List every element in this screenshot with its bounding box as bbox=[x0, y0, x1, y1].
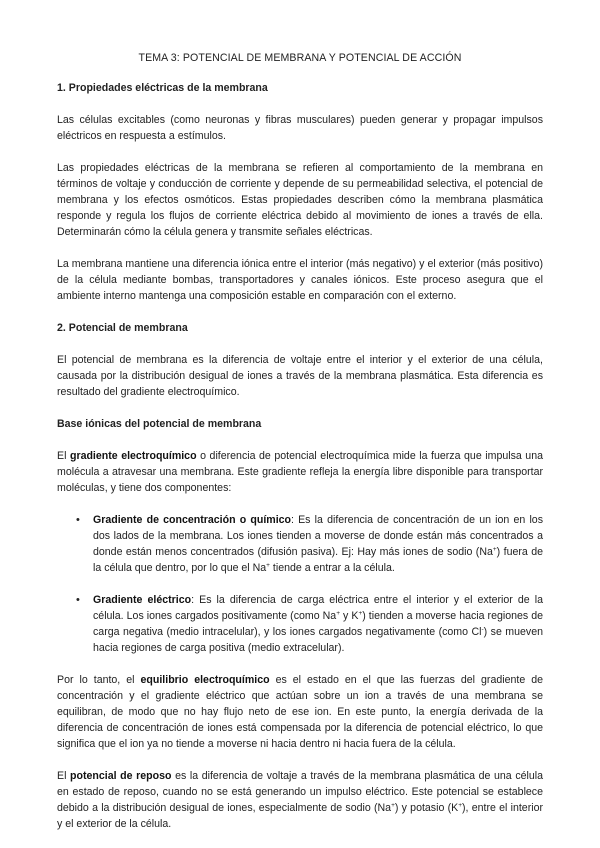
paragraph-ionic-difference: La membrana mantiene una diferencia iónica entre el interior (más negativo) y el exterior (más positivo) de la célula mediante bombas, transportadores y canales iónicos. Este proceso asegura que el ambiente interno mantenga una composición estable en comparación con el externo. bbox=[57, 258, 543, 302]
term-resting-potential: potencial de reposo bbox=[70, 770, 172, 782]
text-fragment: tiende a entrar a la célula. bbox=[269, 562, 395, 574]
list-item-electric-gradient bbox=[57, 592, 543, 656]
text-fragment: es el estado en el que las fuerzas del gradiente de concentración y el gradiente eléctrico que actúan sobre un ion a través de una membrana se equilibran, de modo que no hay flujo neto de ese ion. En este punto, la energía derivada de la diferencia de concentración de iones está compensada por la diferencia de potencial eléctrico, lo que significa que el ion ya no tiende a moverse ni hacia dentro ni hacia fuera de la célula. bbox=[57, 674, 544, 750]
text-fragment: : Es la diferencia de carga eléctrica entre el interior y el exterior de la célula. Los iones cargados positivamente (como Na bbox=[93, 594, 543, 622]
superscript-charge: + bbox=[266, 562, 270, 569]
superscript-charge: + bbox=[458, 802, 462, 809]
term-electric-gradient: Gradiente eléctrico bbox=[93, 594, 192, 606]
term-electrochemical-equilibrium: equilibrio electroquímico bbox=[140, 674, 270, 686]
term-concentration-gradient: Gradiente de concentración o químico bbox=[93, 514, 291, 526]
superscript-charge: + bbox=[336, 610, 340, 617]
section-heading-ionic-bases: Base iónicas del potencial de membrana bbox=[57, 418, 262, 430]
superscript-charge: + bbox=[358, 610, 363, 617]
paragraph-electrochemical-equilibrium bbox=[57, 672, 543, 752]
section-heading-membrane-potential: 2. Potencial de membrana bbox=[57, 322, 188, 334]
text-fragment: ), entre el interior y el exterior de la célula. bbox=[57, 802, 543, 830]
text-fragment: y K bbox=[339, 610, 359, 622]
text-fragment: ) tienden a moverse hacia regiones de carga negativa (medio intracelular), y los iones cargados negativamente (como Cl bbox=[93, 610, 544, 638]
superscript-charge: + bbox=[391, 802, 395, 809]
paragraph-resting-potential bbox=[57, 768, 543, 832]
text-fragment: El bbox=[57, 770, 71, 782]
superscript-charge: - bbox=[481, 626, 484, 633]
paragraph-electrical-properties: Las propiedades eléctricas de la membrana se refieren al comportamiento de la membrana en términos de voltaje y conducción de corriente y depende de su permeabilidad selectiva, el potencial de membrana y los efectos osmóticos. Estas propiedades describen cómo la membrana plasmática responde y regula los flujos de corriente eléctrica debido al movimiento de iones a través de ella. Determinarán cómo la célula genera y transmite señales eléctricas. bbox=[57, 162, 543, 238]
superscript-charge: + bbox=[492, 546, 497, 553]
text-fragment: : Es la diferencia de concentración de un ion en los dos lados de la membrana. Los iones tienden a moverse de donde están más concentrados a donde están menos concentrados (difusión pasiva). Ej: Hay más iones de sodio (Na bbox=[93, 514, 543, 558]
text-fragment: Por lo tanto, el bbox=[57, 674, 141, 686]
document-title: TEMA 3: POTENCIAL DE MEMBRANA Y POTENCIAL DE ACCIÓN bbox=[138, 52, 462, 64]
text-fragment: El bbox=[57, 450, 70, 462]
gradient-components-list bbox=[57, 512, 543, 656]
paragraph-excitable-cells: Las células excitables (como neuronas y fibras musculares) pueden generar y propagar impulsos eléctricos en respuesta a estímulos. bbox=[57, 114, 543, 142]
paragraph-electrochemical-gradient bbox=[57, 448, 543, 496]
text-fragment: ) fuera de la célula que dentro, por lo que el Na bbox=[93, 546, 543, 574]
text-fragment: o diferencia de potencial electroquímica mide la fuerza que impulsa una molécula a atravesar una membrana. Este gradiente refleja la energía libre disponible para transportar moléculas, y tiene dos componentes: bbox=[57, 450, 543, 494]
text-fragment: ) y potasio (K bbox=[394, 802, 459, 814]
paragraph-membrane-potential-definition: El potencial de membrana es la diferencia de voltaje entre el interior y el exterior de una célula, causada por la distribución desigual de iones a través de la membrana plasmática. Esta diferencia es resultado del gradiente electroquímico. bbox=[57, 354, 543, 398]
list-item-concentration-gradient bbox=[57, 512, 543, 576]
term-electrochemical-gradient: gradiente electroquímico bbox=[69, 450, 197, 462]
section-heading-electrical-properties: 1. Propiedades eléctricas de la membrana bbox=[57, 82, 268, 94]
text-fragment: ) se mueven hacia regiones de carga positiva (medio extracelular). bbox=[93, 626, 543, 654]
text-fragment: es la diferencia de voltaje a través de la membrana plasmática de una célula en estado de reposo, cuando no se está generando un impulso eléctrico. Este potencial se establece debido a la distribución desigual de iones, especialmente de sodio (Na bbox=[57, 770, 543, 814]
